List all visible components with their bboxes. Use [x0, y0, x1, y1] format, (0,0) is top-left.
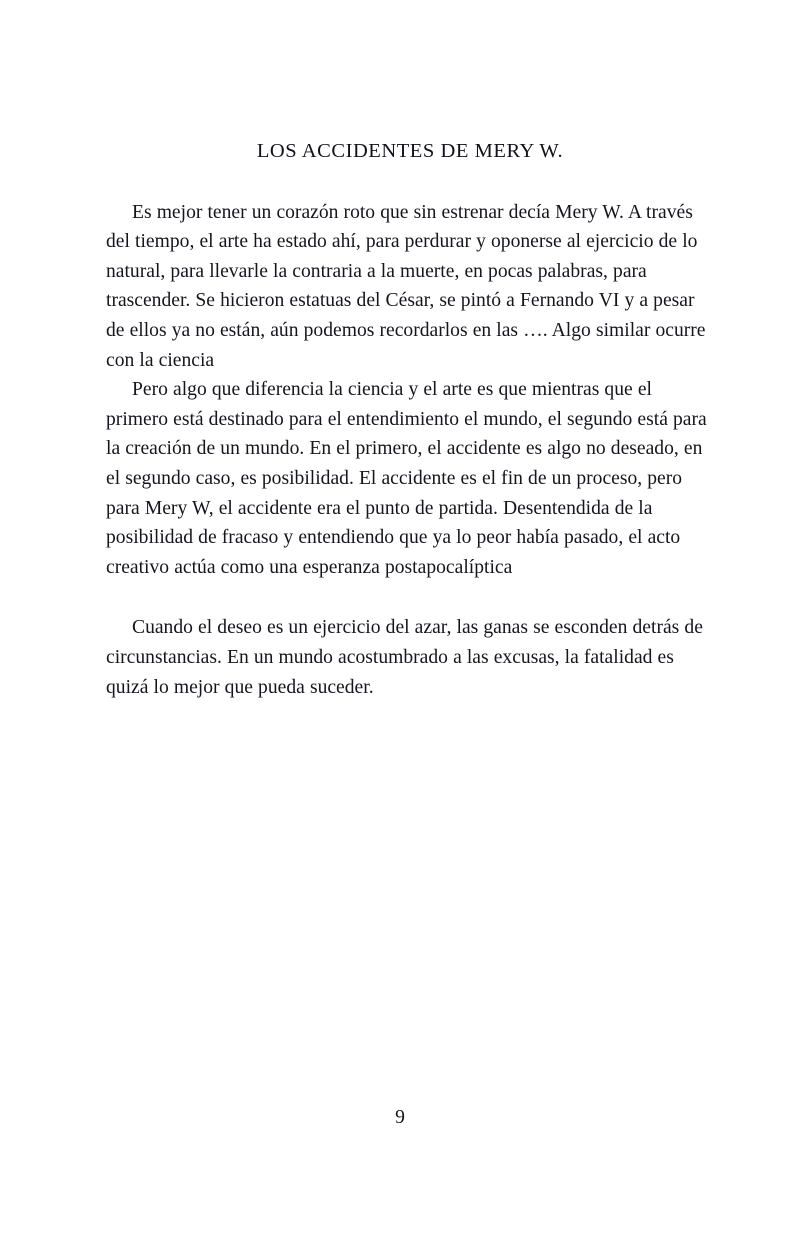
paragraph-3: Cuando el deseo es un ejercicio del azar, las ganas se esconden detrás de circunstancias. En un mundo acostumbrado a las excusas, la fatalidad es quizá lo mejor que pueda suceder. [106, 617, 703, 698]
paragraph-1: Es mejor tener un corazón roto que sin estrenar decía Mery W. A través del tiempo, el arte ha estado ahí, para perdurar y oponerse al ejercicio de lo natural, para llevarle la contraria a la muerte, en pocas palabras, para trascender. Se hicieron estatuas del César, se pintó a Fernando VI y a pesar de ellos ya no están, aún podemos recordarlos en las …. Algo similar ocurre con la ciencia [106, 201, 706, 371]
page-number: 9 [395, 1107, 405, 1128]
chapter-title: LOS ACCIDENTES DE MERY W. [256, 140, 564, 162]
paragraph-2: Pero algo que diferencia la ciencia y el arte es que mientras que el primero está destinado para el entendimiento el mundo, el segundo está para la creación de un mundo. En el primero, el accidente es algo no deseado, en el segundo caso, es posibilidad. El accidente es el fin de un proceso, pero para Mery W, el accidente era el punto de partida. Desentendida de la posibilidad de fracaso y entendiendo que ya lo peor había pasado, el acto creativo actúa como una esperanza postapocalíptica [106, 379, 707, 578]
text-column [106, 139, 718, 702]
